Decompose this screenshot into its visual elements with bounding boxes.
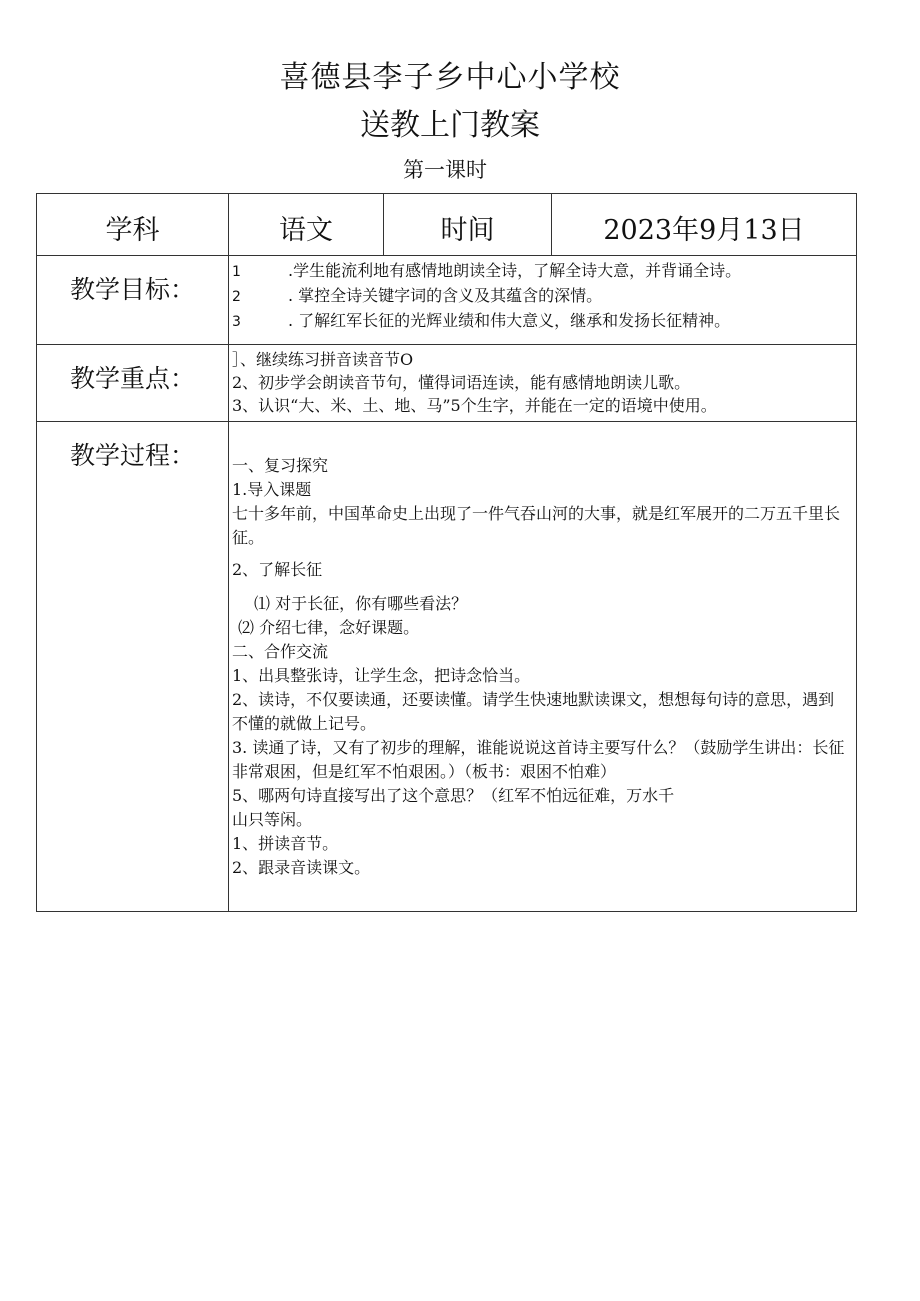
time-value: 2023年9月13日	[552, 194, 857, 256]
key-points-row	[37, 345, 857, 422]
objectives-label: 教学目标：	[37, 256, 229, 345]
process-line: 2、读诗，不仅要读通，还要读懂。请学生快速地默读课文，想想每句诗的意思，遇到不懂的就做上记号。	[232, 690, 835, 733]
process-line: 3. 读通了诗，又有了初步的理解，谁能说说这首诗主要写什么？（鼓励学生讲出：长征非常艰困，但是红军不怕艰困。）（板书：艰困不怕难）	[232, 738, 845, 781]
key-point-item: 2、初步学会朗读音节句，懂得词语连读，能有感情地朗读儿歌。	[232, 373, 691, 392]
process-heading: 一、复习探究	[232, 456, 329, 475]
school-name: 喜德县李子乡中心小学校	[279, 60, 621, 95]
process-label: 教学过程：	[37, 422, 229, 912]
key-point-item: ］、继续练习拼音读音节O	[232, 350, 414, 369]
objective-item: 3 . 了解红军长征的光辉业绩和伟大意义，继承和发扬长征精神。	[232, 311, 731, 330]
key-points-content	[229, 345, 857, 422]
process-line: ⑴ 对于长征，你有哪些看法？	[254, 594, 468, 613]
subject-value: 语文	[229, 194, 384, 256]
lesson-plan-table	[36, 193, 857, 912]
key-point-item: 3、认识“大、米、土、地、马”5个生字，并能在一定的语境中使用。	[232, 396, 717, 415]
process-content	[229, 422, 857, 912]
subject-label: 学科	[37, 194, 229, 256]
info-row	[37, 194, 857, 256]
process-line: 1.导入课题	[232, 480, 312, 499]
process-line: 2、了解长征	[232, 560, 323, 579]
key-points-label: 教学重点：	[37, 345, 229, 422]
lesson-label: 第一课时	[403, 158, 487, 182]
process-line: 山只等闲。	[232, 810, 313, 829]
process-line: ⑵ 介绍七律，念好课题。	[238, 618, 420, 637]
process-line: 1、出具整张诗，让学生念，把诗念恰当。	[232, 666, 531, 685]
process-heading: 二、合作交流	[232, 642, 329, 661]
objective-item: 1 .学生能流利地有感情地朗读全诗，了解全诗大意，并背诵全诗。	[232, 261, 742, 280]
objective-item: 2 . 掌控全诗关键字词的含义及其蕴含的深情。	[232, 286, 603, 305]
document-title: 送教上门教案	[360, 108, 540, 143]
time-label: 时间	[384, 194, 552, 256]
process-line: 1、拼读音节。	[232, 834, 339, 853]
objectives-content	[229, 256, 857, 345]
process-line: 2、跟录音读课文。	[232, 858, 371, 877]
process-line: 5、哪两句诗直接写出了这个意思？（红军不怕远征难，万水千	[232, 786, 675, 805]
process-line: 七十多年前，中国革命史上出现了一件气吞山河的大事，就是红军展开的二万五千里长征。	[232, 504, 841, 547]
objectives-row	[37, 256, 857, 345]
process-row	[37, 422, 857, 912]
